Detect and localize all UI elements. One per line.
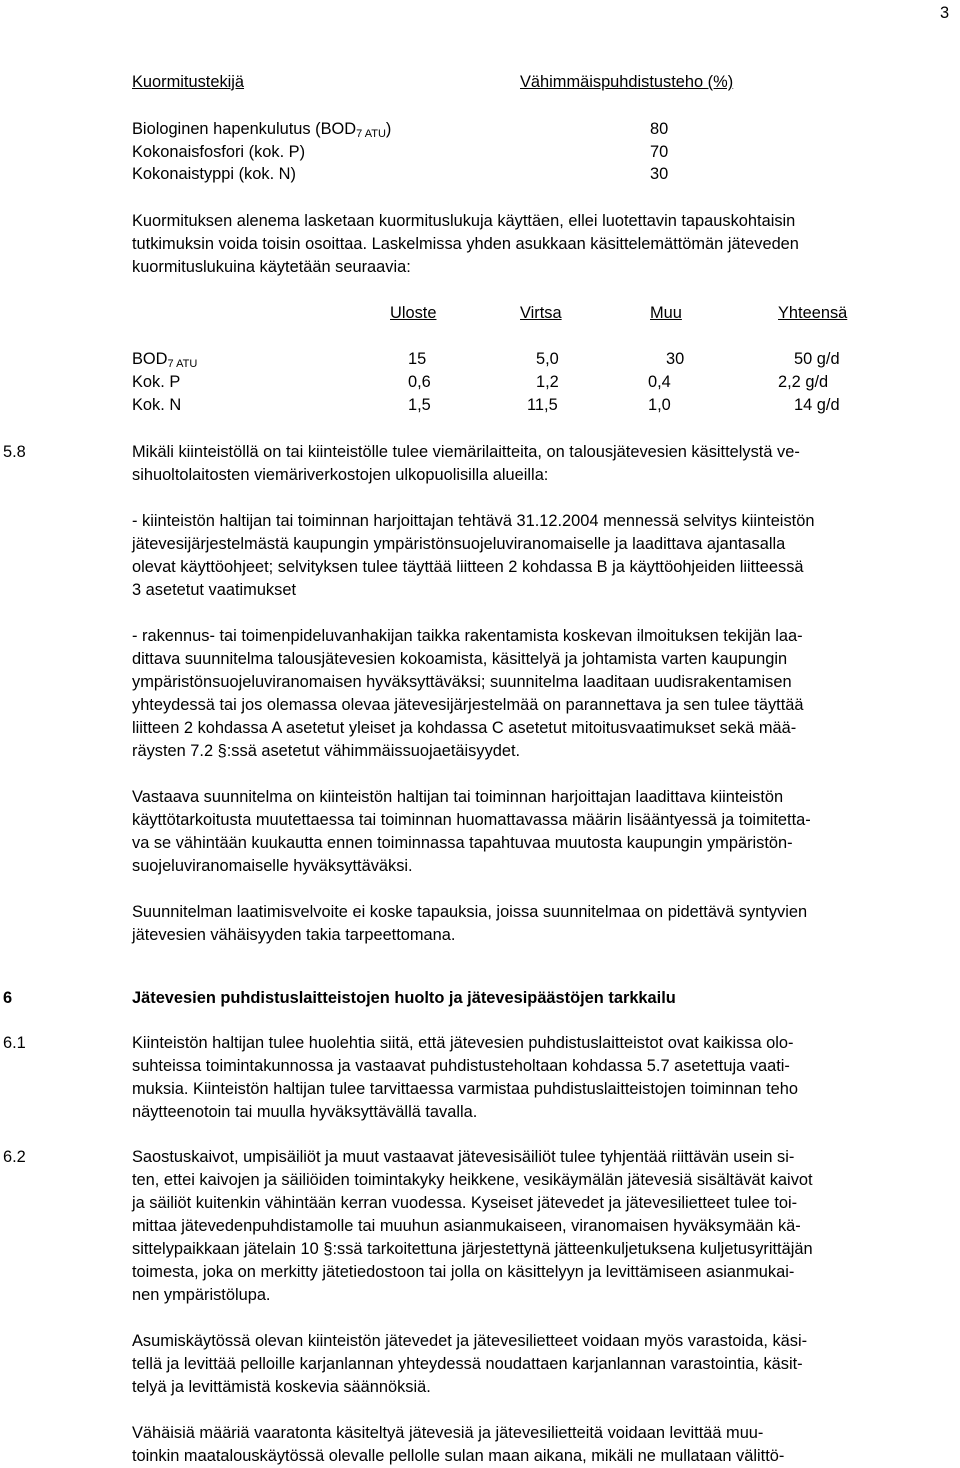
load-table-cell: 0,6 — [408, 373, 431, 391]
paragraph-line: - kiinteistön haltijan tai toiminnan harjoittajan tehtävä 31.12.2004 mennessä selvitys kiinteistön — [132, 512, 815, 530]
paragraph-line: nen ympäristölupa. — [132, 1286, 271, 1304]
paragraph-line: näytteenotoin tai muulla hyväksyttävällä tavalla. — [132, 1103, 478, 1121]
paragraph-line: tellä ja levittää pelloille karjanlannan yhteydessä noudattaen karjanlannan varastointia, käsit- — [132, 1355, 803, 1373]
paragraph-line: yhteydessä tai jos olemassa olevaa jätevesijärjestelmää on parannettava ja sen tulee täyttää — [132, 696, 804, 714]
paragraph-line: Saostuskaivot, umpisäiliöt ja muut vastaavat jätevesisäiliöt tulee tyhjentää riittävän usein si- — [132, 1148, 795, 1166]
section-heading-number: 6 — [3, 989, 13, 1007]
paragraph-line: telyä ja levittämistä koskevia säännöksiä. — [132, 1378, 431, 1396]
intro-line: kuormituslukuina käytetään seuraavia: — [132, 258, 411, 276]
load-table-cell: 15 — [408, 350, 427, 368]
paragraph-line: 3 asetetut vaatimukset — [132, 581, 296, 599]
paragraph-line: sittelypaikkaan jätelain 10 §:ssä tarkoitettuna järjestettynä jätteenkuljetuksena kuljetusyrittäjän — [132, 1240, 813, 1258]
paragraph-line: ten, ettei kaivojen ja säiliöiden toimintakyky heikkene, vesikäymälän jätevesiä sisältävät kaivot — [132, 1171, 813, 1189]
paragraph-line: Vastaava suunnitelma on kiinteistön haltijan tai toiminnan harjoittajan laadittava kiinteistön — [132, 788, 784, 806]
paragraph-line: suojeluviranomaiselle hyväksyttäväksi. — [132, 857, 413, 875]
paragraph-line: mittaa jätevedenpuhdistamolle tai muuhun asianmukaiseen, viranomaisen hyväksymään kä- — [132, 1217, 801, 1235]
load-table-header: Muu — [650, 304, 682, 322]
paragraph-line: Asumiskäytössä olevan kiinteistön jätevedet ja jätevesilietteet voidaan myös varastoida, käsi- — [132, 1332, 808, 1350]
paragraph-line: ympäristönsuojeluviranomaisen hyväksyttäväksi; suunnitelma laaditaan uudisrakentamisen — [132, 673, 792, 691]
paragraph-line: sihuoltolaitosten viemäriverkostojen ulkopuolisilla alueilla: — [132, 466, 549, 484]
load-table-header: Virtsa — [520, 304, 562, 322]
paragraph-line: - rakennus- tai toimenpideluvanhakijan taikka rakentamista koskevan ilmoituksen tekijän laa- — [132, 627, 803, 645]
section-number: 6.1 — [3, 1034, 26, 1052]
section-number: 5.8 — [3, 443, 26, 461]
paragraph-line: Suunnitelman laatimisvelvoite ei koske tapauksia, joissa suunnitelmaa on pidettävä syntyvien — [132, 903, 808, 921]
load-table-cell: 30 — [666, 350, 685, 368]
min-table-head-left: Kuormitustekijä — [132, 73, 245, 91]
paragraph-line: muksia. Kiinteistön haltijan tulee tarvittaessa varmistaa puhdistuslaitteistojen toiminnan teho — [132, 1080, 798, 1098]
load-table-cell: 1,2 — [536, 373, 559, 391]
min-table-row-label: Biologinen hapenkulutus $(BOD_{7 ATU})$ — [132, 120, 392, 140]
paragraph-line: Kiinteistön haltijan tulee huolehtia siitä, että jätevesien puhdistuslaitteistot ovat kaikissa olo- — [132, 1034, 794, 1052]
paragraph-line: jätevesien vähäisyyden takia tarpeettomana. — [132, 926, 456, 944]
paragraph-line: suhteissa toimintakunnossa ja vastaavat puhdistusteholtaan kohdassa 5.7 asetettuja vaati- — [132, 1057, 790, 1075]
paragraph-line: liitteen 2 kohdassa A asetetut yleiset ja kohdassa C asetetut mitoitusvaatimukset sekä mää- — [132, 719, 797, 737]
min-table-row-value: 70 — [650, 143, 669, 161]
load-table-label: Kok. P — [132, 373, 181, 391]
min-table-row-label: Kokonaisfosfori (kok. P) — [132, 143, 306, 161]
min-table-row-value: 80 — [650, 120, 669, 138]
section-heading: Jätevesien puhdistuslaitteistojen huolto ja jätevesipäästöjen tarkkailu — [132, 989, 676, 1007]
load-table-cell: 5,0 — [536, 350, 559, 368]
paragraph-line: jätevesijärjestelmästä kaupungin ympäristönsuojeluviranomaiselle ja laadittava ajantasalla — [132, 535, 786, 553]
min-table-row-label: Kokonaistyppi (kok. N) — [132, 165, 296, 183]
paragraph-line: ja säiliöt kuitenkin vähintään kerran vuodessa. Kyseiset jätevedet ja jätevesilietteet tulee toi- — [132, 1194, 798, 1212]
paragraph-line: olevat käyttöohjeet; selvityksen tulee täyttää liitteen 2 kohdassa B ja käyttöohjeiden liitteessä — [132, 558, 804, 576]
load-table-cell: 14 g/d — [794, 396, 840, 414]
load-table-header: Uloste — [390, 304, 437, 322]
load-table-cell: 50 g/d — [794, 350, 840, 368]
load-table-cell: 11,5 — [527, 396, 558, 414]
load-table-cell: 0,4 — [648, 373, 671, 391]
paragraph-line: käyttötarkoitusta muutettaessa tai toiminnan huomattavassa määrin lisääntyessä ja toimitetta- — [132, 811, 811, 829]
paragraph-line: Mikäli kiinteistöllä on tai kiinteistölle tulee viemärilaitteita, on talousjätevesien käsittelystä ve- — [132, 443, 800, 461]
load-table-label: $BOD_{7 ATU}$ — [132, 350, 198, 370]
paragraph-line: räysten 7.2 §:ssä asetetut vähimmäissuojaetäisyydet. — [132, 742, 521, 760]
intro-line: Kuormituksen alenema lasketaan kuormituslukuja käyttäen, ellei luotettavin tapauskohtaisin — [132, 212, 796, 230]
min-table-head-right: Vähimmäispuhdistusteho (%) — [520, 73, 734, 91]
paragraph-line: toinkin maatalouskäytössä olevalle pellolle sulan maan aikana, mikäli ne mullataan välittö- — [132, 1447, 785, 1465]
paragraph-line: va se vähintään kuukautta ennen toiminnassa tapahtuvaa muutosta kaupungin ympäristön- — [132, 834, 793, 852]
load-table-label: Kok. N — [132, 396, 182, 414]
load-table-header: Yhteensä — [778, 304, 848, 322]
intro-line: tutkimuksin voida toisin osoittaa. Laskelmissa yhden asukkaan käsittelemättömän jäteveden — [132, 235, 799, 253]
paragraph-line: dittava suunnitelma talousjätevesien kokoamista, käsittelyä ja johtamista varten kaupungin — [132, 650, 788, 668]
load-table-cell: 2,2 g/d — [778, 373, 829, 391]
paragraph-line: Vähäisiä määriä vaaratonta käsiteltyä jätevesiä ja jätevesilietteitä voidaan levittää muu- — [132, 1424, 764, 1442]
section-number: 6.2 — [3, 1148, 26, 1166]
paragraph-line: toimesta, joka on merkitty jätetiedostoon tai jolla on käsittelyyn ja levittämiseen asianmukai- — [132, 1263, 795, 1281]
page-number: 3 — [940, 4, 950, 22]
min-table-row-value: 30 — [650, 165, 669, 183]
load-table-cell: 1,5 — [408, 396, 431, 414]
load-table-cell: 1,0 — [648, 396, 671, 414]
